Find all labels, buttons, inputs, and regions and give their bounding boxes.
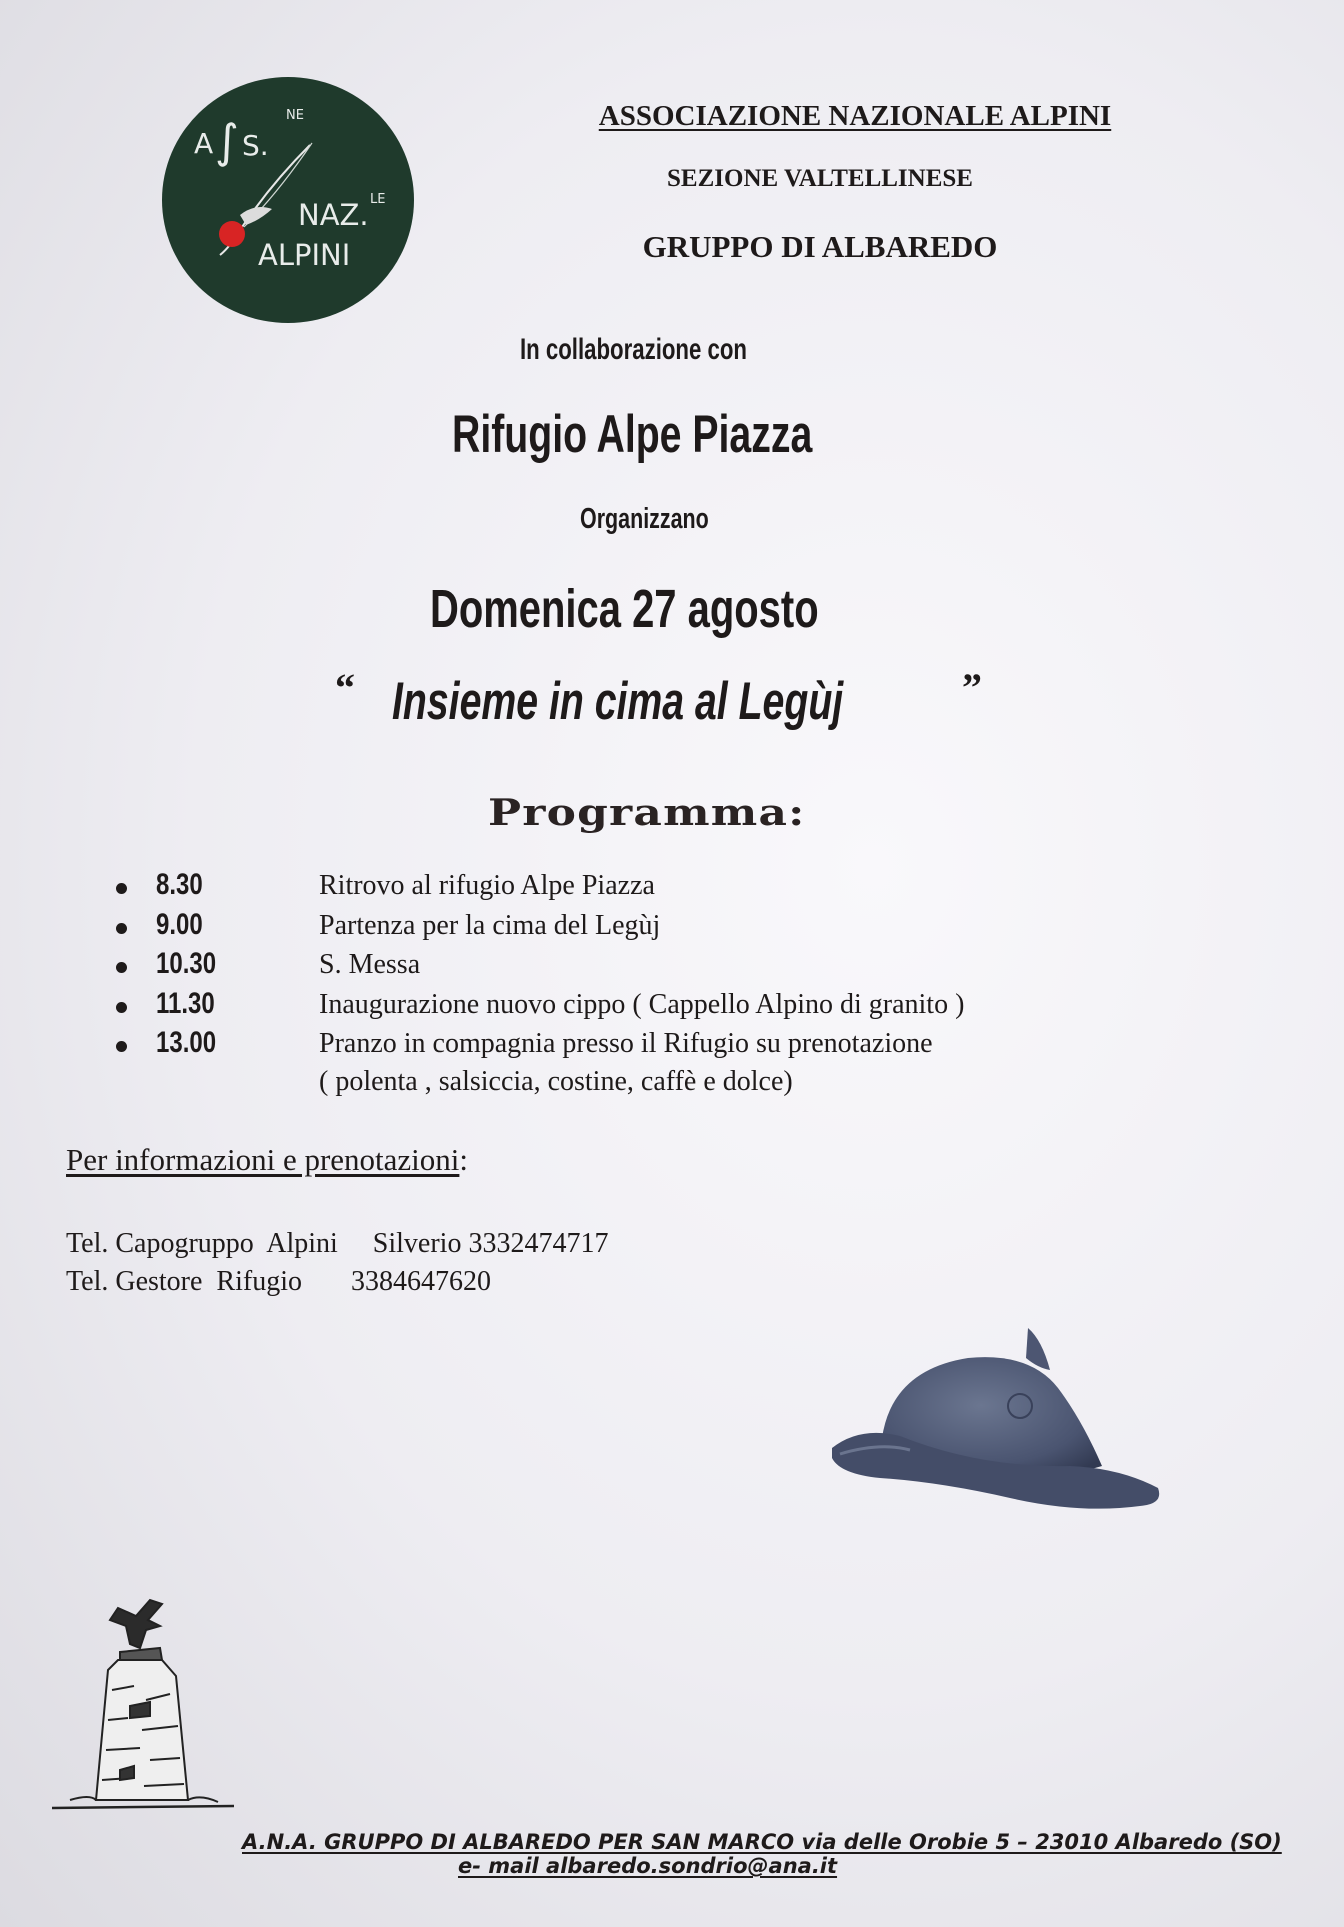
- program-title: Programma:: [488, 792, 806, 834]
- section-title: SEZIONE VALTELLINESE: [667, 165, 973, 192]
- program-time: 10.30: [156, 947, 217, 980]
- list-item: [110, 908, 1110, 948]
- footer-email: [458, 1854, 837, 1878]
- contacts-heading-text: Per informazioni e prenotazioni: [66, 1142, 460, 1177]
- eagle-monument-icon: [50, 1590, 240, 1830]
- program-activity: S. Messa: [319, 949, 421, 980]
- program-time: 9.00: [156, 907, 203, 941]
- logo-text-naz: NAZ.: [298, 198, 369, 232]
- logo-text-ne: NE: [286, 108, 304, 123]
- program-activity: Pranzo in compagnia presso il Rifugio su prenotazione: [319, 1028, 933, 1059]
- program-activity: Ritrovo al rifugio Alpe Piazza: [319, 870, 655, 901]
- association-title: ASSOCIAZIONE NAZIONALE ALPINI: [598, 100, 1112, 132]
- logo-pompom-icon: [219, 221, 245, 247]
- event-motto: Insieme in cima al Legùj: [392, 672, 844, 731]
- phone-capogruppo: Tel. Capogruppo Alpini Silverio 3332474717: [66, 1228, 609, 1259]
- program-time: 11.30: [156, 986, 215, 1020]
- logo-text-alpini: ALPINI: [258, 238, 351, 272]
- list-item: [110, 987, 1110, 1027]
- contacts-heading-colon: :: [459, 1142, 469, 1177]
- program-list: [110, 868, 1110, 1066]
- contacts-heading: [66, 1142, 468, 1178]
- program-activity: Partenza per la cima del Legùj: [319, 909, 661, 941]
- logo-text-s: S.: [242, 129, 269, 162]
- organize-text: Organizzano: [580, 503, 709, 535]
- collaboration-text: In collaborazione con: [520, 333, 747, 366]
- list-item: [110, 947, 1110, 987]
- list-item: [110, 1026, 1110, 1066]
- motto-quote-close: ”: [962, 665, 982, 710]
- motto-quote-open: “: [335, 665, 355, 710]
- partner-name: Rifugio Alpe Piazza: [452, 405, 813, 464]
- list-item: [110, 868, 1110, 908]
- bullet-icon: [116, 1041, 127, 1052]
- phone-rifugio: Tel. Gestore Rifugio 3384647620: [66, 1266, 491, 1297]
- bullet-icon: [116, 1002, 127, 1013]
- bullet-icon: [116, 923, 127, 934]
- ana-logo: [160, 75, 416, 325]
- alpine-hat-icon: [820, 1318, 1170, 1528]
- program-activity: Inaugurazione nuovo cippo ( Cappello Alpino di granito ): [319, 988, 965, 1020]
- logo-text-a: A: [194, 127, 214, 160]
- program-time: 13.00: [156, 1026, 217, 1059]
- program-time: 8.30: [156, 868, 203, 901]
- footer-email-text: e- mail albaredo.sondrio@ana.it: [458, 1854, 838, 1878]
- bullet-icon: [116, 883, 127, 894]
- bullet-icon: [116, 962, 127, 973]
- logo-text-le: LE: [370, 192, 386, 207]
- group-title: GRUPPO DI ALBAREDO: [642, 229, 998, 264]
- logo-text-swash: ∫: [215, 114, 239, 168]
- footer-address: A.N.A. GRUPPO DI ALBAREDO PER SAN MARCO via delle Orobie 5 – 23010 Albaredo (SO): [242, 1830, 1282, 1854]
- event-date: Domenica 27 agosto: [430, 579, 819, 639]
- menu-note: ( polenta , salsiccia, costine, caffè e dolce): [319, 1066, 793, 1097]
